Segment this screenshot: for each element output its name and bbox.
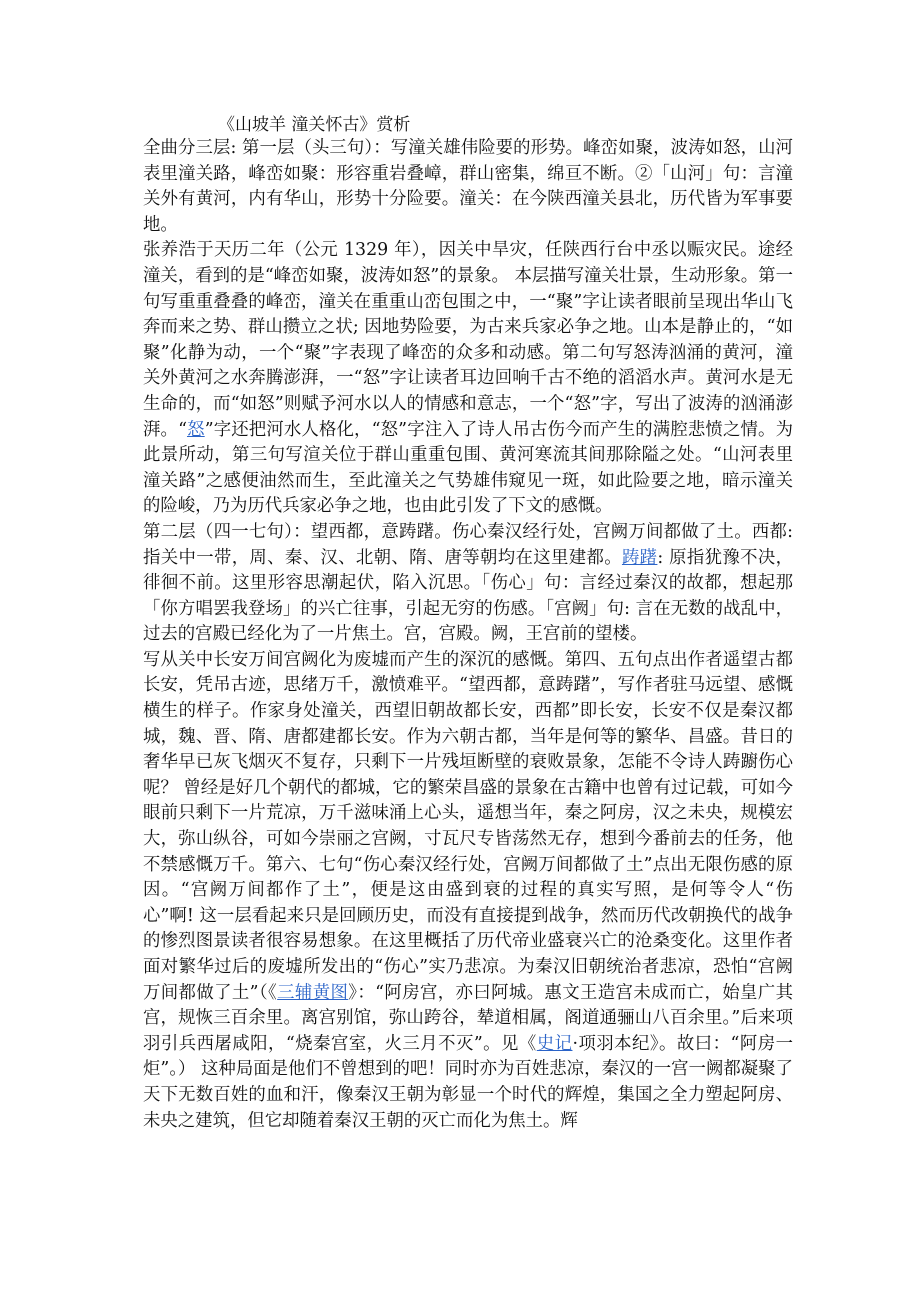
paragraph-background <box>143 238 793 520</box>
link-sanfu-huangtu[interactable]: 三辅黄图 <box>277 982 349 1003</box>
paragraph-analysis-text-a: 写从关中长安万间宫阙化为废墟而产生的深沉的感慨。第四、五句点出作者遥望古都长安，凭吊古迹，思绪万千，激愤难平。“望西都，意踌躇”，写作者驻马远望、感慨横生的样子。作家身处潼关，西望旧朝故都长安，西都”即长安，长安不仅是秦汉都城，魏、晋、隋、唐都建都长安。作为六朝古都，当年是何等的繁华、昌盛。昔日的奢华早已灰飞烟灭不复存，只剩下一片残垣断壁的衰败景象，怎能不令诗人踌躕伤心呢？ 曾经是好几个朝代的都城，它的繁荣昌盛的景象在古籍中也曾有过记载，可如今眼前只剩下一片荒凉，万千滋味涌上心头，遥想当年，秦之阿房，汉之未央，规模宏大，弥山纵谷，可如今崇丽之宫阙，寸瓦尺专皆荡然无存，想到今番前去的任务，他不禁感慨万千。第六、七句“伤心秦汉经行处，宫阙万间都做了土”点出无限伤感的原因。“宫阙万间都作了土”，便是这由盛到衰的过程的真实写照，是何等令人“伤心”啊! 这一层看起来只是回顾历史，而没有直接提到战争，然而历代改朝换代的战争的惨烈图景读者很容易想象。在这里概括了历代帝业盛衰兴亡的沧桑变化。这里作者面对繁华过后的废墟所发出的“伤心”实乃悲凉。为秦汉旧朝统治者悲凉，恐怕“宫阙万间都做了土”（《 <box>143 649 793 1003</box>
paragraph-second-layer-text-a: 第二层（四一七句）：望西都，意踌躇。伤心秦汉经行处，宫阙万间都做了土。西都: 指关中一带，周、秦、汉、北朝、隋、唐等朝均在这里建都。 <box>143 521 793 568</box>
paragraph-background-text-b: ”字还把河水人格化，“怒”字注入了诗人吊古伤今而产生的满腔悲愤之情。为此景所动，第三句写渲关位于群山重重包围、黄河寒流其间那除隘之处。“山河表里潼关路”之感便油然而生，至此潼关之气势雄伟窥见一斑，如此险要之地，暗示潼关的险峻，乃为历代兵家必争之地，也由此引发了下文的感慨。 <box>143 419 793 517</box>
link-shiji[interactable]: 史记 <box>536 1033 573 1054</box>
paragraph-analysis-text-b: 》：“阿房宫，亦曰阿城。惠文王造宫未成而亡，始皇广其宫，规恢三百余里。离宫别馆，弥山跨谷，辇道相属，阁道通骊山八百余里。”后来项羽引兵西屠咸阳，“烧秦宫室，火三月不灭”。见《 <box>143 982 793 1054</box>
paragraph-second-layer <box>143 520 793 648</box>
document-body <box>143 136 793 1134</box>
paragraph-background-text-a: 张养浩于天历二年（公元 1329 年），因关中旱灾，任陕西行台中丞以赈灾民。途经潼关，看到的是“峰峦如聚，波涛如怒”的景象。 本层描写潼关壮景，生动形象。第一句写重重叠叠的峰峦，潼关在重重山峦包围之中，一“聚”字让读者眼前呈现出华山飞奔而来之势、群山攒立之状; 因地势险要，为古来兵家必争之地。山本是静止的，“如聚”化静为动，一个“聚”字表现了峰峦的众多和动感。第二句写怒涛汹涌的黄河，潼关外黄河之水奔腾澎湃，一“怒”字让读者耳边回响千古不绝的滔滔水声。黄河水是无生命的，而“如怒”则赋予河水以人的情感和意志，一个“怒”字，写出了波涛的汹涌澎湃。“ <box>143 240 793 440</box>
paragraph-first-layer: 全曲分三层: 第一层（头三句）：写潼关雄伟险要的形势。峰峦如聚，波涛如怒，山河表里潼关路，峰峦如聚：形容重岩叠嶂，群山密集，绵亘不断。②「山河」句：言潼关外有黄河，内有华山，形势十分险要。潼关：在今陕西潼关县北，历代皆为军事要地。 <box>143 138 793 235</box>
paragraph-analysis <box>143 648 793 1134</box>
link-nu[interactable]: 怒 <box>186 419 205 440</box>
paragraph-analysis-text-c: ·项羽本纪》。故曰：“阿房一炬”。） 这种局面是他们不曾想到的吧！同时亦为百姓悲凉，秦汉的一宫一阙都凝聚了天下无数百姓的血和汗，像秦汉王朝为彰显一个时代的辉煌，集国之全力塑起阿房、未央之建筑，但它却随着秦汉王朝的灭亡而化为焦土。辉 <box>143 1033 793 1131</box>
link-chouchu[interactable]: 踌躇 <box>621 547 658 568</box>
document-title: 《山坡羊 潼关怀古》赏析 <box>218 115 411 135</box>
paragraph-second-layer-text-b: : 原指犹豫不决，徘徊不前。这里形容思潮起伏，陷入沉思。「伤心」句：言经过秦汉的故都，想起那「你方唱罢我登场」的兴亡往事，引起无穷的伤感。「宫阙」句: 言在无数的战乱中，过去的宫殿已经化为了一片焦土。宫，宫殿。阙，王宫前的望楼。 <box>143 547 793 645</box>
